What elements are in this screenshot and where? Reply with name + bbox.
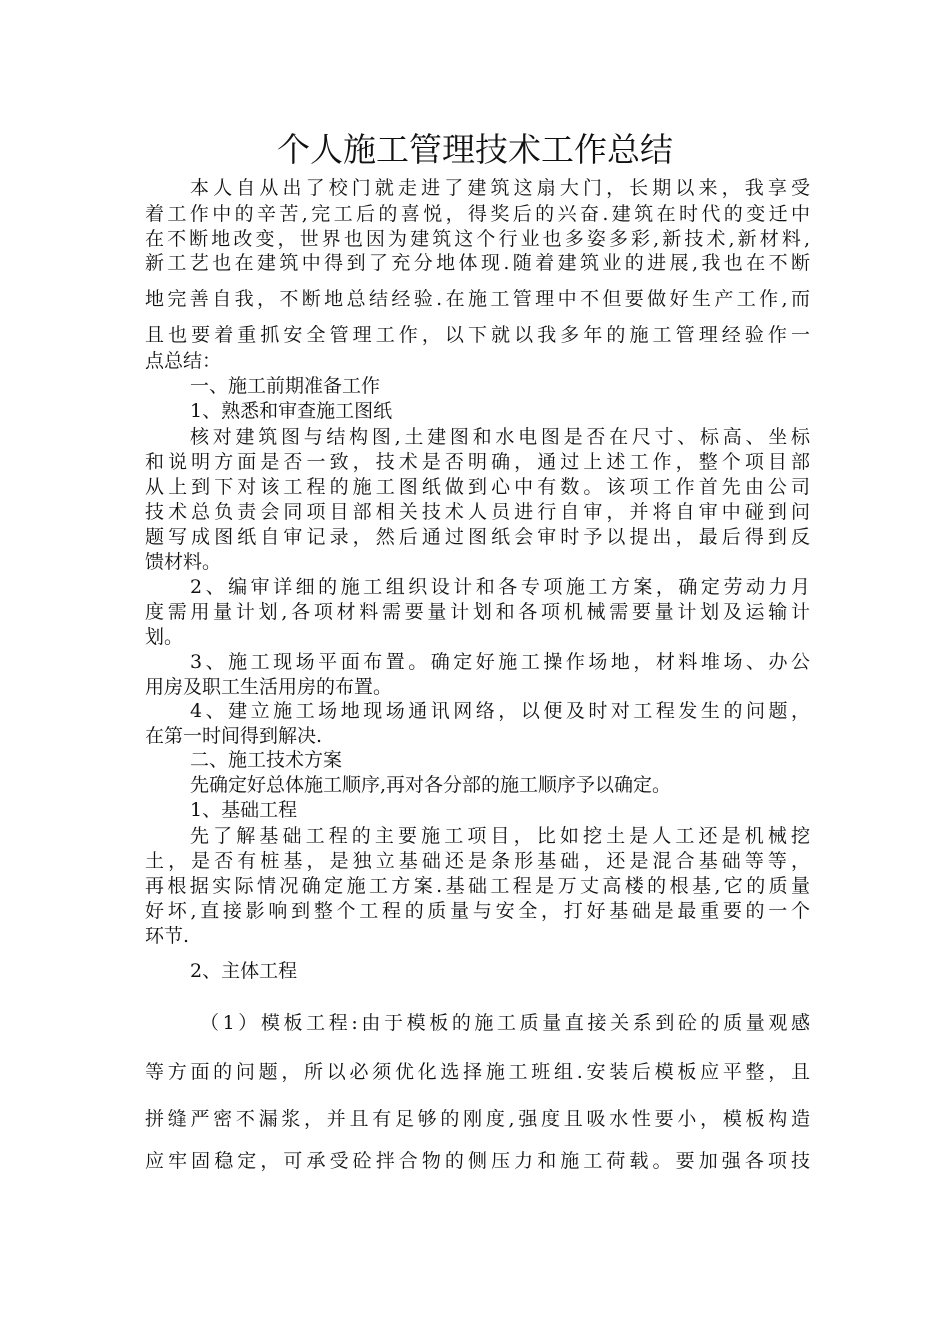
- paragraph-line: 和说明方面是否一致，技术是否明确，通过上述工作，整个项目部: [145, 451, 810, 473]
- paragraph-line: 新工艺也在建筑中得到了充分地体现.随着建筑业的进展,我也在不断: [145, 252, 810, 274]
- subsection-heading: 1、基础工程: [190, 799, 298, 821]
- paragraph-line: 本人自从出了校门就走进了建筑这扇大门，长期以来，我享受: [190, 177, 810, 199]
- paragraph-line: 2、编审详细的施工组织设计和各专项施工方案，确定劳动力月: [190, 576, 810, 598]
- paragraph-line: 等方面的问题，所以必须优化选择施工班组.安装后模板应平整，且: [145, 1061, 810, 1083]
- document-title: 个人施工管理技术工作总结: [277, 130, 673, 169]
- paragraph-line: 好坏,直接影响到整个工程的质量与安全，打好基础是最重要的一个: [145, 900, 810, 922]
- subsection-heading: 1、熟悉和审查施工图纸: [190, 400, 393, 422]
- paragraph-line: 拼缝严密不漏浆，并且有足够的刚度,强度且吸水性要小，模板构造: [145, 1108, 810, 1130]
- paragraph-line: 应牢固稳定，可承受砼拌合物的侧压力和施工荷载。要加强各项技: [145, 1150, 810, 1172]
- paragraph-line: 点总结：: [145, 350, 222, 372]
- subsection-heading: 2、主体工程: [190, 960, 298, 982]
- section-heading: 一、施工前期准备工作: [190, 375, 381, 397]
- paragraph-line: 题写成图纸自审记录，然后通过图纸会审时予以提出，最后得到反: [145, 526, 810, 548]
- paragraph-line: 土，是否有桩基，是独立基础还是条形基础，还是混合基础等等，: [145, 850, 810, 872]
- paragraph-line: 4、建立施工场地现场通讯网络，以便及时对工程发生的问题，: [190, 700, 810, 722]
- paragraph-line: 先确定好总体施工顺序,再对各分部的施工顺序予以确定。: [190, 774, 672, 796]
- paragraph-line: 先了解基础工程的主要施工项目，比如挖土是人工还是机械挖: [190, 825, 810, 847]
- paragraph-line: 在不断地改变，世界也因为建筑这个行业也多姿多彩,新技术,新材料,: [145, 228, 810, 250]
- paragraph-line: 馈材料。: [145, 551, 222, 573]
- paragraph-line: （1）模板工程:由于模板的施工质量直接关系到砼的质量观感: [200, 1012, 810, 1034]
- paragraph-line: 地完善自我，不断地总结经验.在施工管理中不但要做好生产工作,而: [145, 288, 810, 310]
- paragraph-line: 用房及职工生活用房的布置。: [145, 676, 393, 698]
- paragraph-line: 着工作中的辛苦,完工后的喜悦，得奖后的兴奋.建筑在时代的变迁中: [145, 203, 810, 225]
- paragraph-line: 3、施工现场平面布置。确定好施工操作场地，材料堆场、办公: [190, 651, 810, 673]
- paragraph-line: 从上到下对该工程的施工图纸做到心中有数。该项工作首先由公司: [145, 476, 810, 498]
- paragraph-line: 在第一时间得到解决.: [145, 725, 323, 747]
- paragraph-line: 再根据实际情况确定施工方案.基础工程是万丈高楼的根基,它的质量: [145, 875, 810, 897]
- paragraph-line: 技术总负责会同项目部相关技术人员进行自审，并将自审中碰到问: [145, 501, 810, 523]
- paragraph-line: 划。: [145, 626, 184, 648]
- paragraph-line: 核对建筑图与结构图,土建图和水电图是否在尺寸、标高、坐标: [190, 426, 810, 448]
- paragraph-line: 度需用量计划,各项材料需要量计划和各项机械需要量计划及运输计: [145, 601, 810, 623]
- paragraph-line: 环节.: [145, 925, 190, 947]
- section-heading: 二、施工技术方案: [190, 749, 343, 771]
- paragraph-line: 且也要着重抓安全管理工作，以下就以我多年的施工管理经验作一: [145, 324, 810, 346]
